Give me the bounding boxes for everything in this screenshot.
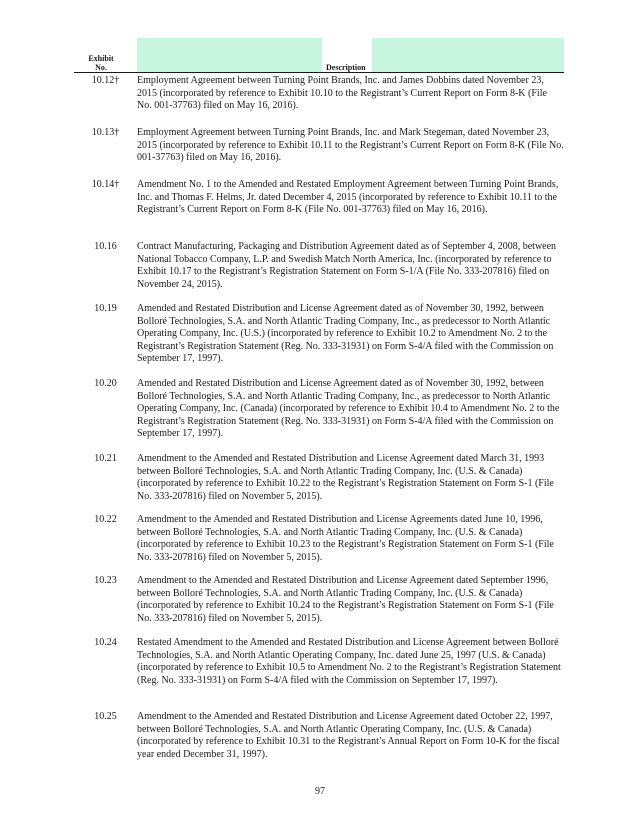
exhibit-header-line1: Exhibit <box>88 54 114 63</box>
table-header <box>74 38 564 74</box>
exhibit-row <box>74 179 564 241</box>
exhibit-description: Employment Agreement between Turning Point Brands, Inc. and James Dobbins dated November 23, 2015 (incorporated by reference to Exhibit 10.10 to the Registrant’s Current Report on Form 8-K (File No. 001-37763) filed on May 16, 2016). <box>137 75 547 112</box>
exhibit-number: 10.24 <box>94 637 117 648</box>
exhibit-row <box>74 241 564 303</box>
description-column-header: Description <box>326 63 366 72</box>
exhibit-number: 10.16 <box>94 241 117 252</box>
exhibit-number: 10.19 <box>94 303 117 314</box>
exhibit-description: Amended and Restated Distribution and License Agreement dated as of November 30, 1992, between Bolloré Technologies, S.A. and North Atlantic Trading Company, Inc., as predecessor to North Atlantic Operating Company, Inc. (Canada) (incorporated by reference to Exhibit 10.4 to Amendment No. 2 to the Registrant’s Registration Statement (Reg. No. 333-31931) on Form S-4/A filed with the Commission on September 17, 1997). <box>137 378 560 440</box>
exhibit-number: 10.22 <box>94 514 117 525</box>
page-number: 97 <box>315 786 325 797</box>
exhibit-description: Amendment to the Amended and Restated Distribution and License Agreement dated March 31, 1993 between Bolloré Technologies, S.A. and North Atlantic Trading Company, Inc. (U.S. & Canada) (incorporated by reference to Exhibit 10.22 to the Registrant’s Registration Statement on Form S-1 (File No. 333-207816) filed on November 5, 2015). <box>137 453 554 502</box>
exhibit-row <box>74 127 564 179</box>
exhibit-number: 10.14† <box>91 179 120 190</box>
header-highlight-right <box>372 38 564 72</box>
exhibit-row <box>74 303 564 378</box>
exhibit-description: Contract Manufacturing, Packaging and Distribution Agreement dated as of September 4, 2008, between National Tobacco Company, L.P. and Swedish Match North America, Inc. (incorporated by reference to Exhibit 10.17 to the Registrant’s Registration Statement on Form S-1/A (File No. 333-207816) filed on November 24, 2015). <box>137 241 557 290</box>
exhibit-row <box>74 637 564 711</box>
exhibit-header-line2: No. <box>95 63 107 72</box>
header-rule <box>74 72 564 73</box>
exhibit-number: 10.13† <box>91 127 120 138</box>
exhibit-row <box>74 575 564 637</box>
exhibit-number: 10.25 <box>94 711 117 722</box>
exhibit-description: Restated Amendment to the Amended and Restated Distribution and License Agreement between Bolloré Technologies, S.A. and North Atlantic Operating Company, Inc. dated June 25, 1997 (U.S. & Canada) (incorporated by reference to Exhibit 10.5 to Amendment No. 2 to the Registrant’s Registration Statement (Reg. No. 333-31931) on Form S-4/A filed with the Commission on September 17, 1997). <box>137 637 561 686</box>
header-highlight-left <box>137 38 322 72</box>
exhibit-row <box>74 453 564 514</box>
exhibit-description: Amendment No. 1 to the Amended and Restated Employment Agreement between Turning Point Brands, Inc. and Thomas F. Helms, Jr. dated December 4, 2015 (incorporated by reference to Exhibit 10.11 to the Registrant’s Current Report on Form 8-K (File No. 001-37763) filed on May 16, 2016). <box>137 179 559 216</box>
exhibit-description: Employment Agreement between Turning Point Brands, Inc. and Mark Stegeman, dated November 23, 2015 (incorporated by reference to Exhibit 10.11 to the Registrant’s Current Report on Form 8-K (File No. 001-37763) filed on May 16, 2016). <box>137 127 564 164</box>
exhibit-description: Amendment to the Amended and Restated Distribution and License Agreement dated October 22, 1997, between Bolloré Technologies, S.A. and North Atlantic Operating Company, Inc. (U.S. & Canada) (incorporated by reference to Exhibit 10.31 to the Registrant’s Annual Report on Form 10-K for the fiscal year ended December 31, 1997). <box>137 711 560 760</box>
exhibit-number: 10.23 <box>94 575 117 586</box>
exhibit-number: 10.20 <box>94 378 117 389</box>
exhibit-row <box>74 711 564 773</box>
exhibit-column-header <box>74 54 128 72</box>
exhibit-row <box>74 378 564 453</box>
exhibit-list <box>74 75 564 773</box>
exhibit-number: 10.21 <box>94 453 117 464</box>
exhibit-description: Amendment to the Amended and Restated Distribution and License Agreement dated September 1996, between Bolloré Technologies, S.A. and North Atlantic Trading Company, Inc. (U.S. & Canada) (incorporated by reference to Exhibit 10.24 to the Registrant’s Registration Statement on Form S-1 (File No. 333-207816) filed on November 5, 2015). <box>137 575 554 624</box>
exhibit-row <box>74 514 564 575</box>
exhibit-number: 10.12† <box>91 75 120 86</box>
exhibit-description: Amended and Restated Distribution and License Agreement dated as of November 30, 1992, between Bolloré Technologies, S.A. and North Atlantic Trading Company, Inc., as predecessor to North Atlantic Operating Company, Inc. (U.S.) (incorporated by reference to Exhibit 10.2 to Amendment No. 2 to the Registrant’s Registration Statement (Reg. No. 333-31931) on Form S-4/A filed with the Commission on September 17, 1997). <box>137 303 554 365</box>
exhibit-description: Amendment to the Amended and Restated Distribution and License Agreements dated June 10, 1996, between Bolloré Technologies, S.A. and North Atlantic Trading Company, Inc. (U.S. & Canada) (incorporated by reference to Exhibit 10.23 to the Registrant’s Registration Statement on Form S-1 (File No. 333-207816) filed on November 5, 2015). <box>137 514 554 563</box>
exhibit-row <box>74 75 564 127</box>
